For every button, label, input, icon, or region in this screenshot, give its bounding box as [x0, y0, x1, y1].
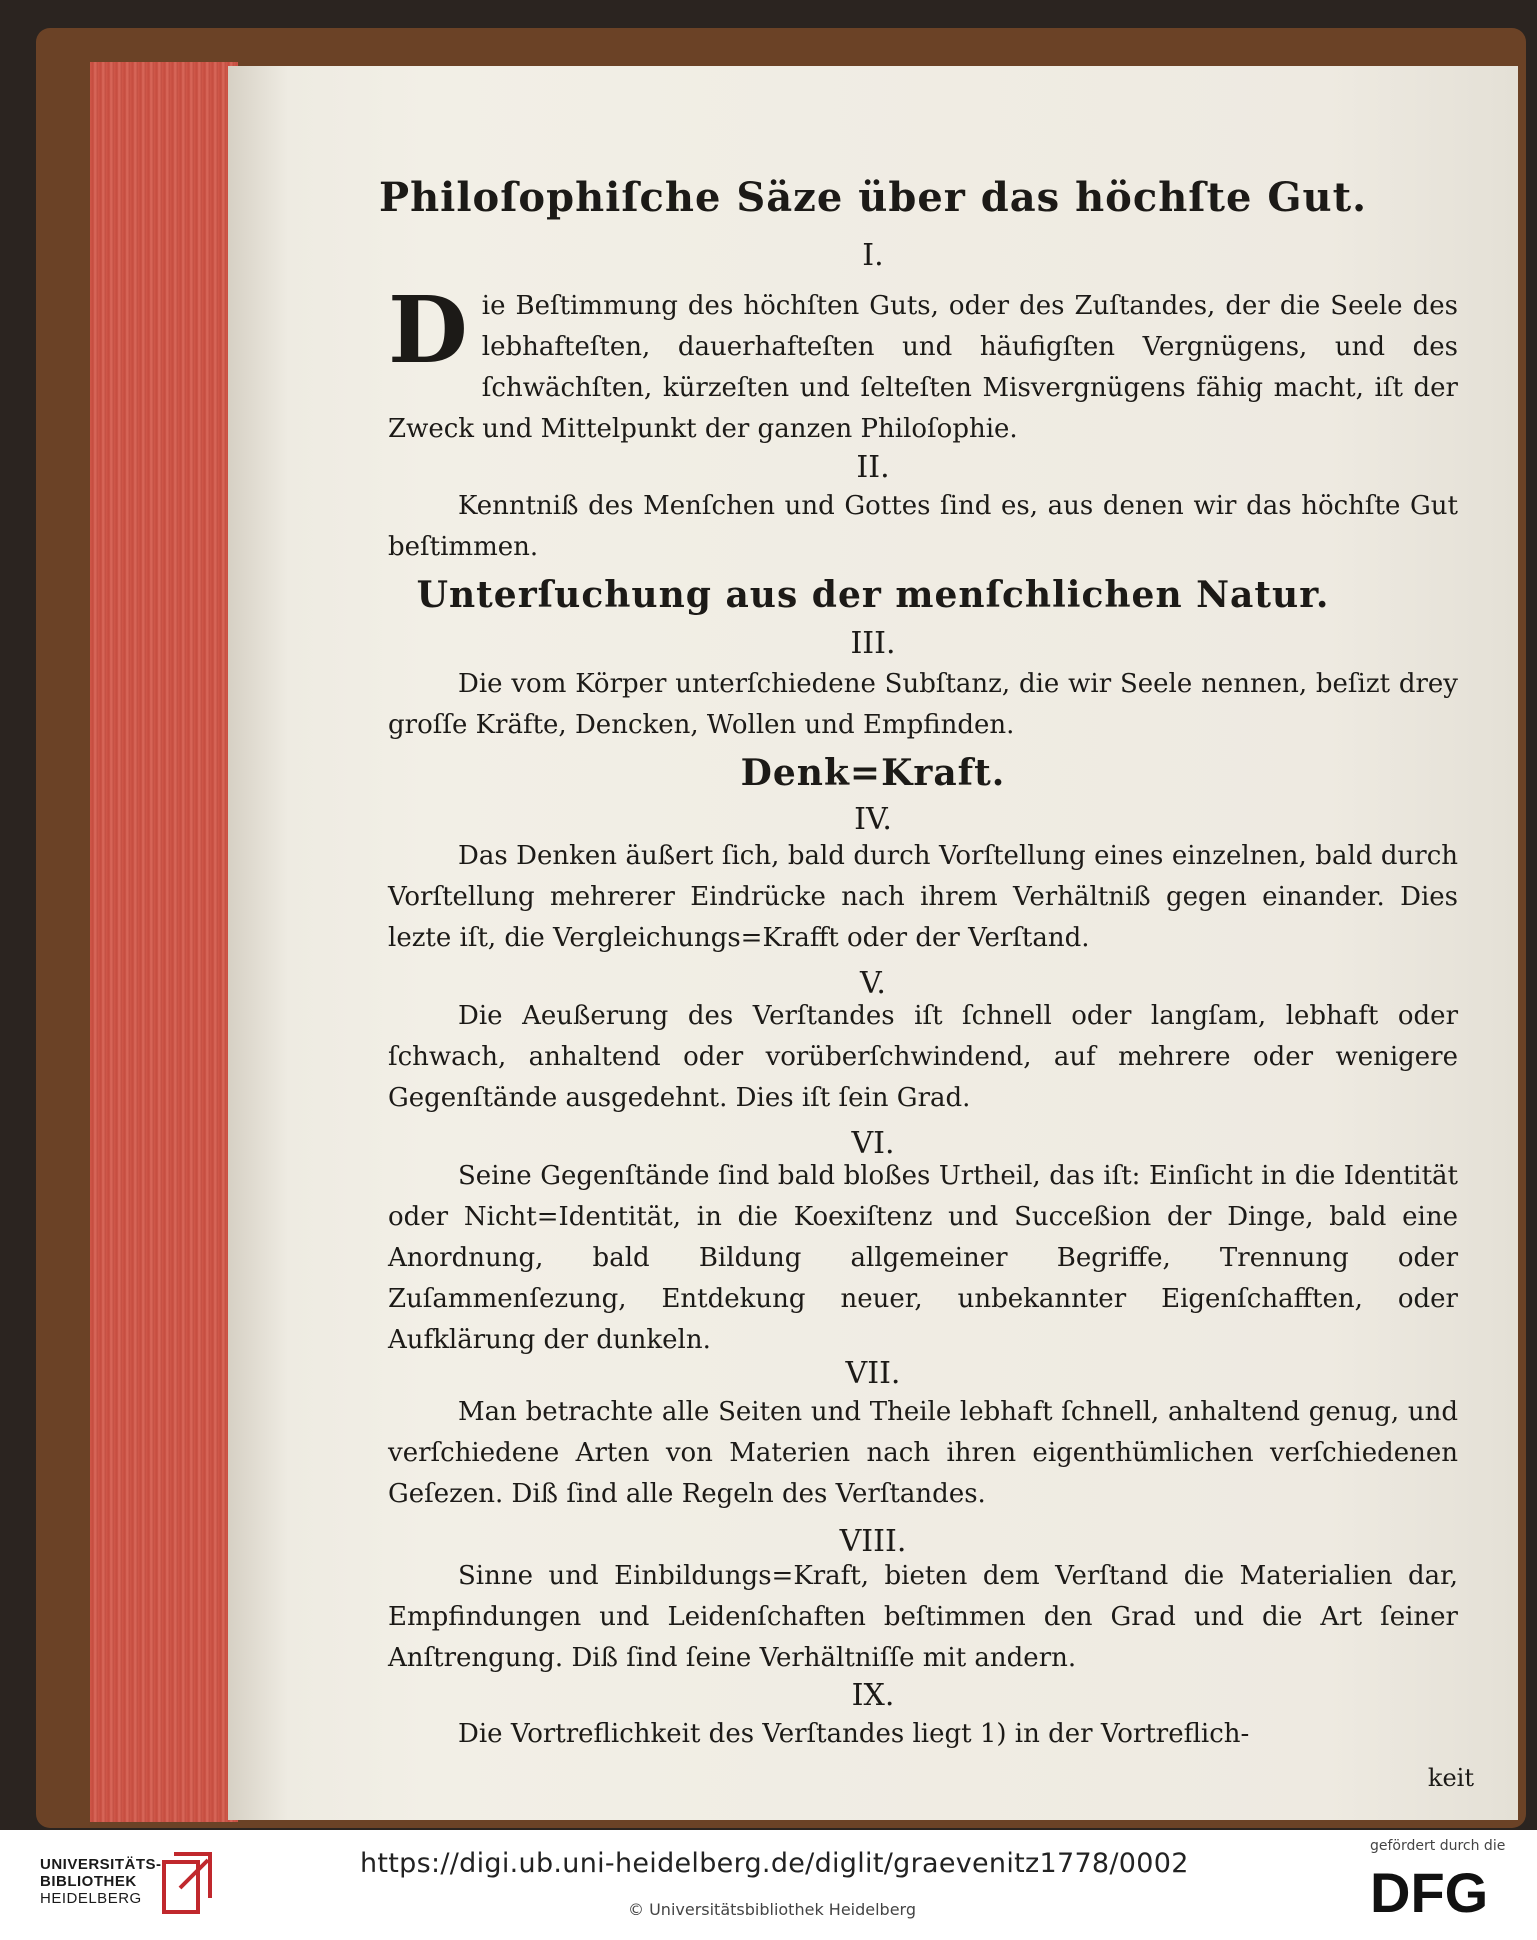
section-numeral-1: I.: [862, 238, 884, 273]
page-edges: [90, 62, 238, 1822]
section-heading-menschliche-natur: Unterſuchung aus der menſchlichen Natur.: [416, 574, 1330, 616]
section-5-text: Die Aeußerung des Verſtandes iſt ſchnell oder langſam, lebhaft oder ſchwach, anhaltend oder vorüberſchwindend, auf mehrere oder wenigere Gegenſtände ausgedehnt. Dies iſt ſein Grad.: [388, 1001, 1458, 1113]
book-page: [228, 66, 1518, 1820]
section-numeral-7: VII.: [845, 1356, 901, 1391]
library-logo-text: [40, 1856, 162, 1907]
drop-cap: D: [388, 276, 468, 384]
section-6-text: Seine Gegenſtände ſind bald bloßes Urtheil, das iſt: Einſicht in die Identität oder Nicht=Identität, in die Koexiſtenz und Succeßion der Dinge, bald eine Anordnung, bald Bildung allgemeiner Begriffe, Trennung oder Zuſammenſezung, Entdekung neuer, unbekannter Eigenſchafften, oder Aufklärung der dunkeln.: [388, 1161, 1458, 1355]
copyright-notice: © Universitätsbibliothek Heidelberg: [628, 1900, 917, 1919]
logo-line-2: BIBLIOTHEK: [40, 1873, 137, 1890]
permalink-url[interactable]: https://digi.ub.uni-heidelberg.de/diglit/graevenitz1778/0002: [360, 1848, 1189, 1879]
section-1-text: [388, 276, 1458, 450]
section-numeral-6: VI.: [851, 1126, 895, 1161]
section-numeral-4: IV.: [854, 802, 892, 837]
section-1-body: ie Beſtimmung des höchſten Guts, oder des Zuſtandes, der die Seele des lebhafteſten, dauerhafteſten und häufigſten Vergnügens, und des ſchwächſten, kürzeſten und ſelteſten Misvergnügens fähig macht, iſt der Zweck und Mittelpunkt der ganzen Philoſophie.: [388, 291, 1458, 444]
dfg-logo-text: DFG: [1370, 1861, 1489, 1922]
section-9-text: Die Vortreflichkeit des Verſtandes liegt 1) in der Vortreflich-: [458, 1719, 1250, 1749]
dfg-logo-icon[interactable]: [1370, 1860, 1510, 1922]
section-4-text: Das Denken äußert ſich, bald durch Vorſtellung eines einzelnen, bald durch Vorſtellung mehrerer Eindrücke nach ihrem Verhältniß gegen einander. Dies lezte iſt, die Vergleichungs=Krafft oder der Verſtand.: [388, 841, 1458, 953]
section-8-text: Sinne und Einbildungs=Kraft, bieten dem Verſtand die Materialien dar, Empfindungen und Leidenſchaften beſtimmen den Grad und die Art ſeiner Anſtrengung. Diß ſind ſeine Verhältniſſe mit andern.: [388, 1561, 1458, 1673]
section-2-text: Kenntniß des Menſchen und Gottes ſind es, aus denen wir das höchſte Gut beſtimmen.: [388, 491, 1458, 562]
section-3-text: Die vom Körper unterſchiedene Subſtanz, die wir Seele nennen, beſizt drey groſſe Kräfte, Dencken, Wollen und Empfinden.: [388, 669, 1458, 740]
funder-caption: gefördert durch die: [1370, 1838, 1506, 1854]
section-numeral-2: II.: [856, 450, 890, 485]
section-heading-denk-kraft: Denk=Kraft.: [740, 752, 1006, 794]
page-title: Philoſophiſche Säze über das höchſte Gut.: [378, 174, 1367, 221]
catchword: keit: [1427, 1764, 1474, 1792]
section-7-text: Man betrachte alle Seiten und Theile lebhaft ſchnell, anhaltend genug, und verſchiedene Arten von Materien nach ihren eigenthümlichen verſchiedenen Geſezen. Diß ſind alle Regeln des Verſtandes.: [388, 1397, 1458, 1509]
section-numeral-8: VIII.: [839, 1524, 907, 1559]
section-numeral-9: IX.: [851, 1678, 895, 1713]
logo-line-3: HEIDELBERG: [40, 1890, 142, 1907]
logo-line-1: UNIVERSITÄTS-: [40, 1856, 162, 1873]
section-numeral-5: V.: [860, 966, 886, 1001]
library-emblem-icon: [160, 1848, 220, 1916]
library-logo[interactable]: [40, 1848, 220, 1918]
section-numeral-3: III.: [850, 626, 896, 661]
viewer-footer: [0, 1830, 1537, 1940]
